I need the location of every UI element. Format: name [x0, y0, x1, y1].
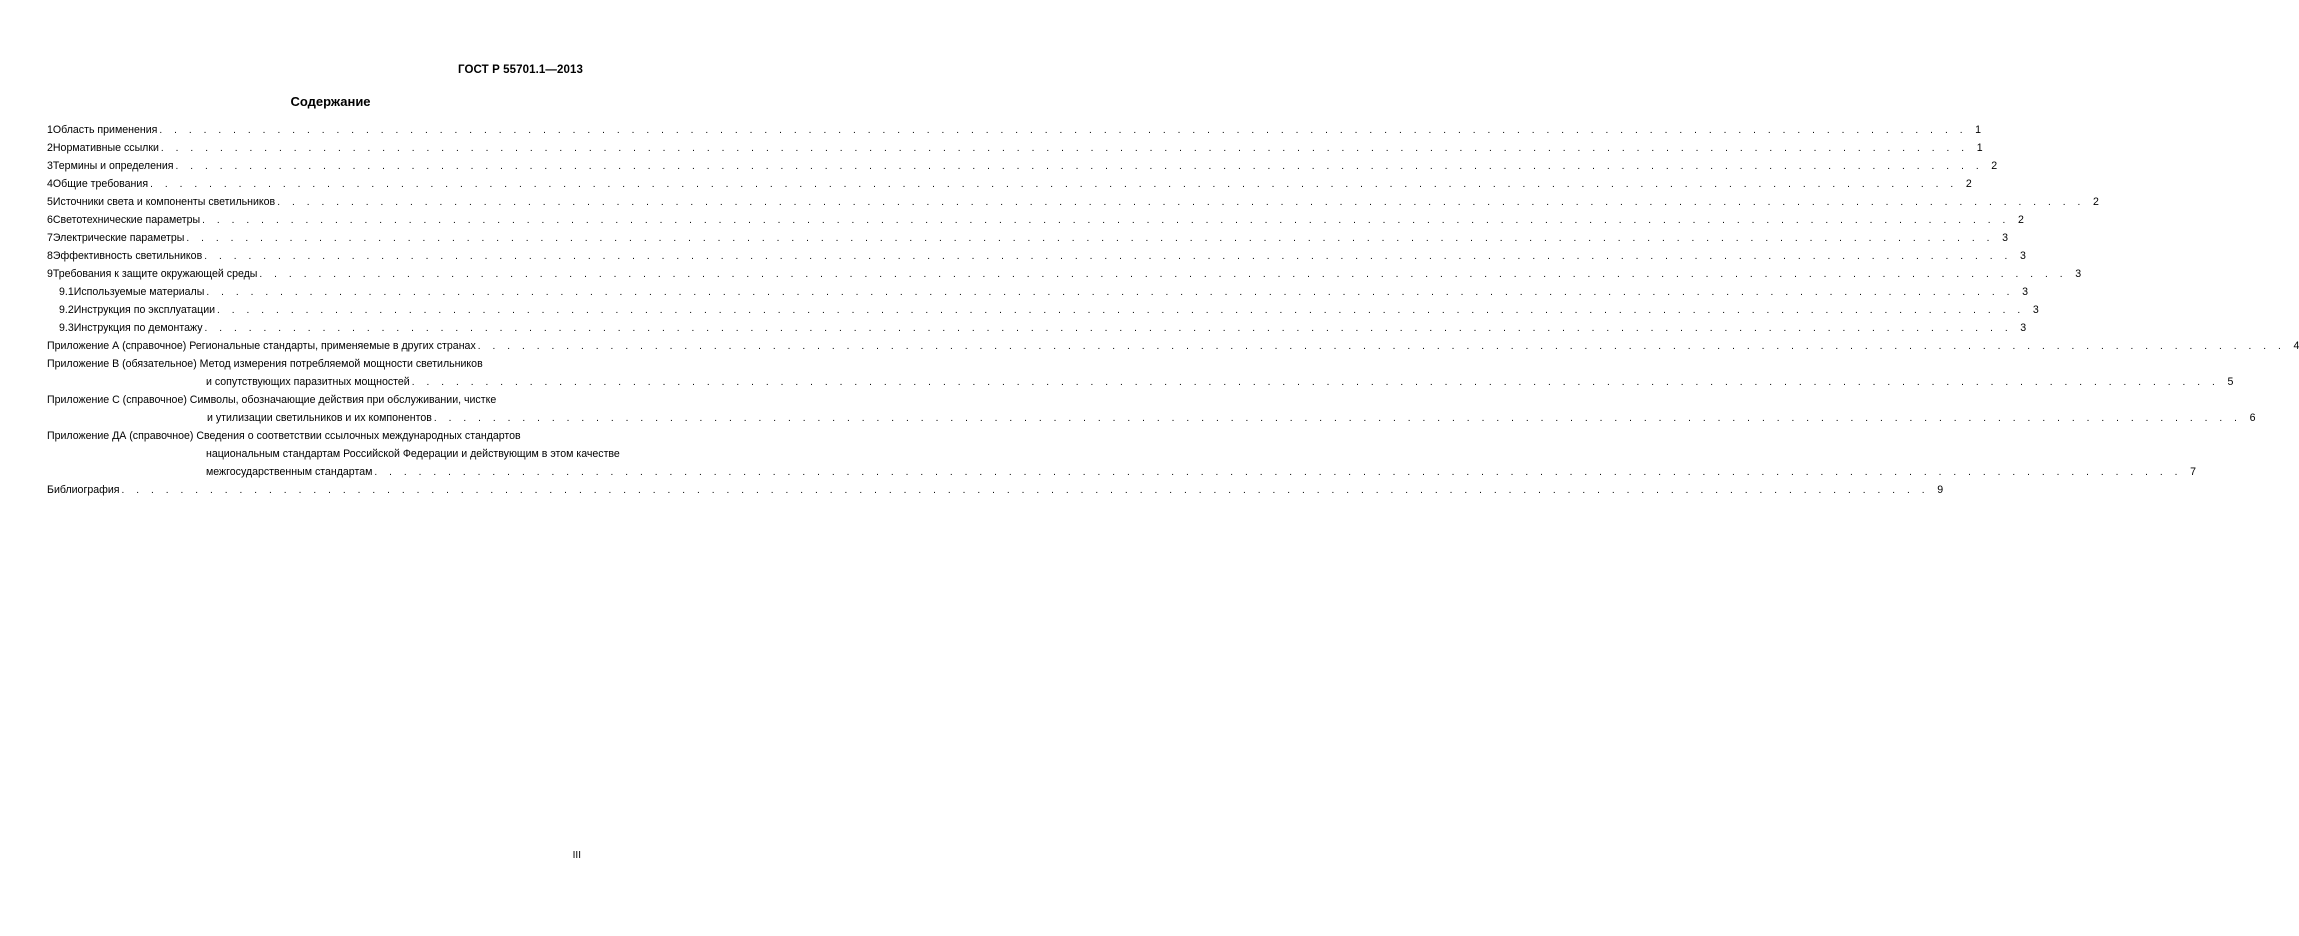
toc-title-line: национальным стандартам Российской Федерации и действующим в этом качестве	[206, 448, 620, 460]
leader-dots: . . . . . . . . . . . . . . . . . . . . . . . . . . . . . . . . . . . . . . . . . . . . . . . . . . . . . . . . . . . . . . . . . . . . . . . . . . . . . . . . . . . . . . . . . . . . . . . . . . . . . . . . . . . . . . . . . . . . . . . . . . .	[159, 125, 1968, 136]
toc-title-line: и сопутствующих паразитных мощностей	[206, 376, 410, 388]
toc-number: 6	[47, 214, 53, 226]
toc-page: 3	[2002, 232, 2009, 244]
toc-number: 8	[47, 250, 53, 262]
leader-dots: . . . . . . . . . . . . . . . . . . . . . . . . . . . . . . . . . . . . . . . . . . . . . . . . . . . . . . . . . . . . . . . . . . . . . . . . . . . . . . . . . . . . . . . . . . . . . . . . . . . . . . . . . . . . . . . . . . . . . . . . . . .	[186, 233, 1995, 244]
page-number: III	[572, 850, 581, 861]
toc-number: 4	[47, 178, 53, 190]
toc-page: 7	[2190, 466, 2197, 478]
toc-item-9-3[interactable]	[47, 319, 2027, 337]
leader-dots: . . . . . . . . . . . . . . . . . . . . . . . . . . . . . . . . . . . . . . . . . . . . . . . . . . . . . . . . . . . . . . . . . . . . . . . . . . . . . . . . . . . . . . . . . . . . . . . . . . . . . . . . . . . . . . . . . . . . . . . . . . .	[175, 161, 1984, 172]
toc-title: Библиография	[47, 484, 120, 496]
toc-title: Требования к защите окружающей среды	[52, 268, 258, 280]
toc-title: Термины и определения	[52, 160, 174, 172]
toc-number: 9.1	[59, 286, 74, 298]
toc-page: 3	[2032, 304, 2039, 316]
toc-title: Общие требования	[52, 178, 149, 190]
toc-number: 1	[47, 124, 53, 136]
toc-page: 3	[2020, 250, 2026, 262]
toc-title: Электрические параметры	[52, 232, 185, 244]
toc-page: 2	[1991, 160, 1998, 172]
toc-number: 9.3	[59, 322, 74, 334]
toc-item-4[interactable]	[47, 175, 1972, 193]
document-code: ГОСТ Р 55701.1—2013	[458, 64, 583, 76]
toc-item-7[interactable]	[47, 229, 2009, 247]
toc-title: Инструкция по демонтажу	[73, 322, 203, 334]
toc-page: 5	[2227, 376, 2234, 388]
leader-dots: . . . . . . . . . . . . . . . . . . . . . . . . . . . . . . . . . . . . . . . . . . . . . . . . . . . . . . . . . . . . . . . . . . . . . . . . . . . . . . . . . . . . . . . . . . . . . . . . . . . . . . . . . . . . . . . . . . . . . . . . . . .	[121, 485, 1930, 496]
leader-dots: . . . . . . . . . . . . . . . . . . . . . . . . . . . . . . . . . . . . . . . . . . . . . . . . . . . . . . . . . . . . . . . . . . . . . . . . . . . . . . . . . . . . . . . . . . . . . . . . . . . . . . . . . . . . . . . . . . . . . . . . . . .	[477, 341, 2286, 352]
toc-title-line: межгосударственным стандартам	[206, 466, 373, 478]
toc-item-appendix-b[interactable]	[47, 355, 2234, 391]
leader-dots: . . . . . . . . . . . . . . . . . . . . . . . . . . . . . . . . . . . . . . . . . . . . . . . . . . . . . . . . . . . . . . . . . . . . . . . . . . . . . . . . . . . . . . . . . . . . . . . . . . . . . . . . . . . . . . . . . . . . . . . . . . .	[202, 215, 2010, 226]
toc-title: Используемые материалы	[73, 286, 205, 298]
toc-item-9-2[interactable]	[47, 301, 2039, 319]
leader-dots: . . . . . . . . . . . . . . . . . . . . . . . . . . . . . . . . . . . . . . . . . . . . . . . . . . . . . . . . . . . . . . . . . . . . . . . . . . . . . . . . . . . . . . . . . . . . . . . . . . . . . . . . . . . . . . . . . . . . . . . . . . .	[206, 287, 2015, 298]
toc-item-2[interactable]	[47, 139, 1983, 157]
toc-page: 3	[2022, 286, 2029, 298]
leader-dots: . . . . . . . . . . . . . . . . . . . . . . . . . . . . . . . . . . . . . . . . . . . . . . . . . . . . . . . . . . . . . . . . . . . . . . . . . . . . . . . . . . . . . . . . . . . . . . . . . . . . . . . . . . . . . . . . . . . . . . . . . . .	[160, 143, 1969, 154]
toc-title: Источники света и компоненты светильников	[52, 196, 276, 208]
toc-item-appendix-da[interactable]	[47, 427, 2197, 481]
toc-page: 3	[2075, 268, 2082, 280]
toc-page: 2	[1965, 178, 1972, 190]
toc-number: 5	[47, 196, 53, 208]
toc-page: 3	[2020, 322, 2027, 334]
toc-number: 3	[47, 160, 53, 172]
toc-title-line: Приложение ДА (справочное) Сведения о соответствии ссылочных международных стандартов	[47, 430, 521, 442]
toc-item-8[interactable]	[47, 247, 2026, 265]
toc-page: 2	[2092, 196, 2099, 208]
toc-item-appendix-c[interactable]	[47, 391, 2256, 427]
toc-title-line: Приложение С (справочное) Символы, обозначающие действия при обслуживании, чистке	[47, 394, 497, 406]
toc-page: 6	[2249, 412, 2256, 424]
toc-item-9-1[interactable]	[47, 283, 2029, 301]
toc-page: 1	[1975, 124, 1982, 136]
toc-number: 9	[47, 268, 53, 280]
leader-dots: . . . . . . . . . . . . . . . . . . . . . . . . . . . . . . . . . . . . . . . . . . . . . . . . . . . . . . . . . . . . . . . . . . . . . . . . . . . . . . . . . . . . . . . . . . . . . . . . . . . . . . . . . . . . . . . . . . . . . . . . . . .	[217, 305, 2025, 316]
leader-dots: . . . . . . . . . . . . . . . . . . . . . . . . . . . . . . . . . . . . . . . . . . . . . . . . . . . . . . . . . . . . . . . . . . . . . . . . . . . . . . . . . . . . . . . . . . . . . . . . . . . . . . . . . . . . . . . . . . . . . . . . . . .	[259, 269, 2068, 280]
toc-item-9[interactable]	[47, 265, 2082, 283]
page-title: Содержание	[290, 94, 371, 109]
toc-title-line: Приложение В (обязательное) Метод измерения потребляемой мощности светильников	[47, 358, 483, 370]
toc-title: Область применения	[52, 124, 158, 136]
leader-dots: . . . . . . . . . . . . . . . . . . . . . . . . . . . . . . . . . . . . . . . . . . . . . . . . . . . . . . . . . . . . . . . . . . . . . . . . . . . . . . . . . . . . . . . . . . . . . . . . . . . . . . . . . . . . . . . . . . . . . . . . . . .	[374, 467, 2183, 478]
toc-item-5[interactable]	[47, 193, 2099, 211]
toc-page: 1	[1976, 142, 1983, 154]
toc-page: 4	[2293, 340, 2299, 352]
toc-number: 2	[47, 142, 53, 154]
toc-item-appendix-a[interactable]	[47, 337, 2299, 355]
leader-dots: . . . . . . . . . . . . . . . . . . . . . . . . . . . . . . . . . . . . . . . . . . . . . . . . . . . . . . . . . . . . . . . . . . . . . . . . . . . . . . . . . . . . . . . . . . . . . . . . . . . . . . . . . . . . . . . . . . . . . . . . . . .	[150, 179, 1958, 190]
toc-item-6[interactable]	[47, 211, 2024, 229]
leader-dots: . . . . . . . . . . . . . . . . . . . . . . . . . . . . . . . . . . . . . . . . . . . . . . . . . . . . . . . . . . . . . . . . . . . . . . . . . . . . . . . . . . . . . . . . . . . . . . . . . . . . . . . . . . . . . . . . . . . . . . . . . . .	[204, 251, 2012, 262]
toc-title-line: и утилизации светильников и их компонентов	[207, 412, 432, 424]
toc-title: Инструкция по эксплуатации	[73, 304, 216, 316]
toc-number: 7	[47, 232, 53, 244]
toc-number: 9.2	[59, 304, 74, 316]
leader-dots: . . . . . . . . . . . . . . . . . . . . . . . . . . . . . . . . . . . . . . . . . . . . . . . . . . . . . . . . . . . . . . . . . . . . . . . . . . . . . . . . . . . . . . . . . . . . . . . . . . . . . . . . . . . . . . . . . . . . . . . . . . .	[277, 197, 2085, 208]
toc-title: Светотехнические параметры	[52, 214, 201, 226]
leader-dots: . . . . . . . . . . . . . . . . . . . . . . . . . . . . . . . . . . . . . . . . . . . . . . . . . . . . . . . . . . . . . . . . . . . . . . . . . . . . . . . . . . . . . . . . . . . . . . . . . . . . . . . . . . . . . . . . . . . . . . . . . . .	[204, 323, 2013, 334]
leader-dots: . . . . . . . . . . . . . . . . . . . . . . . . . . . . . . . . . . . . . . . . . . . . . . . . . . . . . . . . . . . . . . . . . . . . . . . . . . . . . . . . . . . . . . . . . . . . . . . . . . . . . . . . . . . . . . . . . . . . . . . . . . .	[411, 377, 2220, 388]
toc-page: 2	[2017, 214, 2024, 226]
toc-title: Приложение А (справочное) Региональные стандарты, применяемые в других странах	[47, 340, 476, 352]
table-of-contents	[47, 121, 2299, 499]
toc-title: Эффективность светильников	[52, 250, 203, 262]
toc-item-3[interactable]	[47, 157, 1998, 175]
toc-item-1[interactable]	[47, 121, 1982, 139]
leader-dots: . . . . . . . . . . . . . . . . . . . . . . . . . . . . . . . . . . . . . . . . . . . . . . . . . . . . . . . . . . . . . . . . . . . . . . . . . . . . . . . . . . . . . . . . . . . . . . . . . . . . . . . . . . . . . . . . . . . . . . . . . . .	[433, 413, 2242, 424]
toc-title: Нормативные ссылки	[52, 142, 159, 154]
toc-page: 9	[1937, 484, 1944, 496]
toc-item-bibliography[interactable]	[47, 481, 1944, 499]
